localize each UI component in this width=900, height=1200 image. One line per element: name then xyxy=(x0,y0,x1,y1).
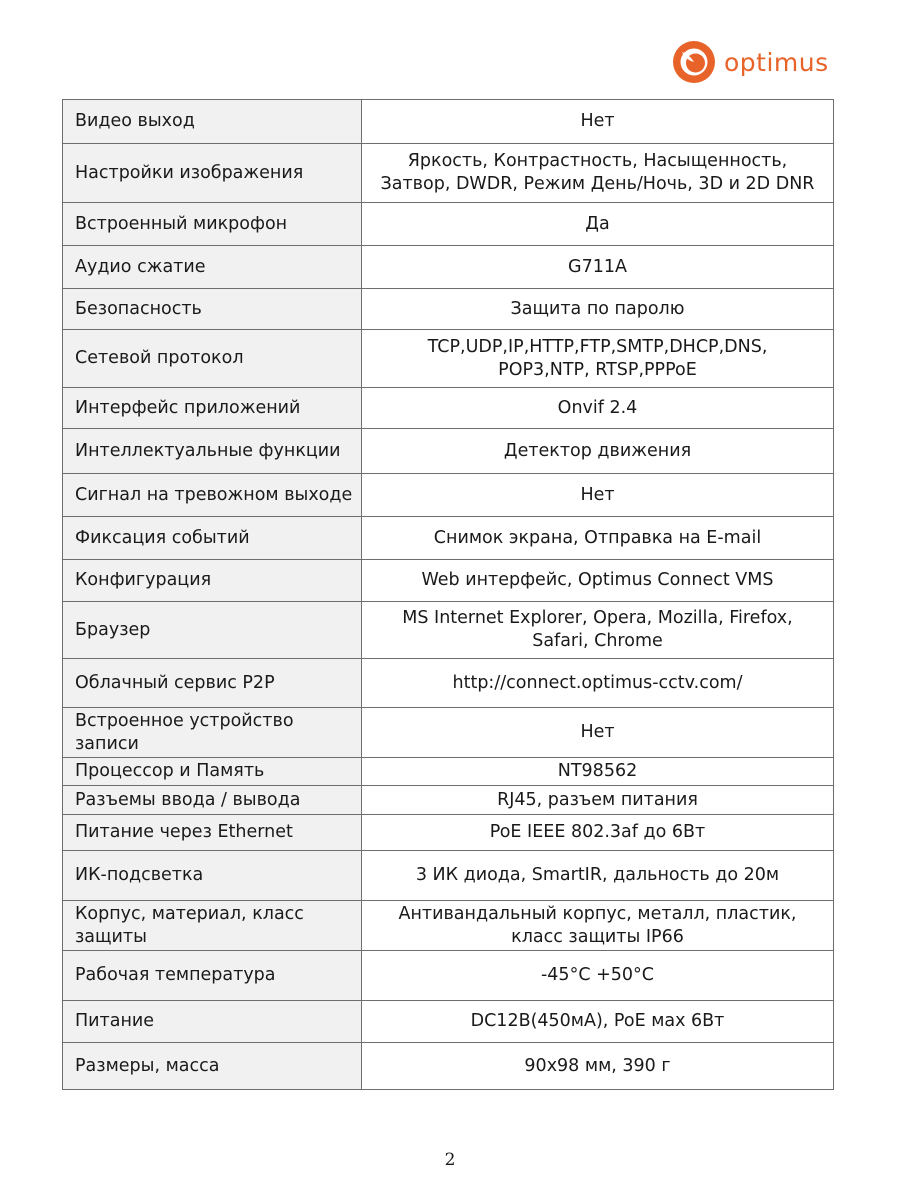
table-row xyxy=(63,560,834,602)
value-cell: 3 ИК диода, SmartIR, дальность до 20м xyxy=(362,851,834,901)
table-row xyxy=(63,851,834,901)
param-cell: Интерфейс приложений xyxy=(63,388,362,429)
value-line: MS Internet Explorer, Opera, Mozilla, Firefox, xyxy=(402,608,793,628)
value-cell: http://connect.optimus-cctv.com/ xyxy=(362,659,834,708)
value-cell: Web интерфейс, Optimus Connect VMS xyxy=(362,560,834,602)
value-cell: Нет xyxy=(362,100,834,144)
table-row xyxy=(63,951,834,1001)
value-cell: Нет xyxy=(362,708,834,758)
value-cell: Детектор движения xyxy=(362,429,834,474)
table-row xyxy=(63,659,834,708)
value-cell: RJ45, разъем питания xyxy=(362,786,834,815)
table-row xyxy=(63,815,834,851)
param-cell: Рабочая температура xyxy=(63,951,362,1001)
table-row xyxy=(63,786,834,815)
table-row xyxy=(63,246,834,289)
table-row xyxy=(63,429,834,474)
spec-table-body xyxy=(63,100,834,1090)
table-row xyxy=(63,100,834,144)
param-cell: Размеры, масса xyxy=(63,1043,362,1090)
value-cell xyxy=(362,144,834,203)
value-cell: PoE IEEE 802.3af до 6Вт xyxy=(362,815,834,851)
value-cell: 90x98 мм, 390 г xyxy=(362,1043,834,1090)
param-cell: Питание через Ethernet xyxy=(63,815,362,851)
table-row xyxy=(63,708,834,758)
optimus-logo-icon xyxy=(672,40,716,84)
table-row xyxy=(63,1043,834,1090)
table-row xyxy=(63,758,834,786)
page-number: 2 xyxy=(444,1150,456,1170)
param-cell: Интеллектуальные функции xyxy=(63,429,362,474)
param-cell: Конфигурация xyxy=(63,560,362,602)
brand-name: optimus xyxy=(724,47,829,77)
value-line: POP3,NTP, RTSP,PPPoE xyxy=(498,359,697,380)
param-cell: Безопасность xyxy=(63,289,362,330)
value-cell xyxy=(362,901,834,951)
value-line: Яркость, Контрастность, Насыщенность, xyxy=(407,151,788,171)
param-line: записи xyxy=(75,733,139,754)
param-cell: Разъемы ввода / вывода xyxy=(63,786,362,815)
spec-table xyxy=(62,99,834,1090)
param-cell: Сигнал на тревожном выходе xyxy=(63,474,362,517)
param-cell: Настройки изображения xyxy=(63,144,362,203)
value-cell: Защита по паролю xyxy=(362,289,834,330)
param-cell: Фиксация событий xyxy=(63,517,362,560)
param-line: Корпус, материал, класс xyxy=(75,903,304,924)
param-cell: Встроенный микрофон xyxy=(63,203,362,246)
param-cell: Процессор и Память xyxy=(63,758,362,786)
brand-logo xyxy=(672,40,829,84)
value-cell: Нет xyxy=(362,474,834,517)
table-row xyxy=(63,517,834,560)
value-cell: Onvif 2.4 xyxy=(362,388,834,429)
param-cell xyxy=(63,708,362,758)
param-cell: Сетевой протокол xyxy=(63,330,362,388)
value-cell: NT98562 xyxy=(362,758,834,786)
value-line: TCP,UDP,IP,HTTP,FTP,SMTP,DHCP,DNS, xyxy=(427,336,768,357)
value-line: Затвор, DWDR, Режим День/Ночь, 3D и 2D DNR xyxy=(380,174,815,194)
table-row xyxy=(63,901,834,951)
table-row xyxy=(63,1001,834,1043)
table-row xyxy=(63,602,834,659)
value-cell: Да xyxy=(362,203,834,246)
value-cell xyxy=(362,330,834,388)
param-cell: ИК-подсветка xyxy=(63,851,362,901)
value-line: класс защиты IP66 xyxy=(511,926,684,947)
param-cell xyxy=(63,901,362,951)
value-line: Антивандальный корпус, металл, пластик, xyxy=(398,903,797,924)
table-row xyxy=(63,289,834,330)
param-line: Встроенное устройство xyxy=(75,710,294,731)
value-cell: Снимок экрана, Отправка на E-mail xyxy=(362,517,834,560)
table-row xyxy=(63,330,834,388)
value-cell: G711A xyxy=(362,246,834,289)
table-row xyxy=(63,144,834,203)
param-cell: Питание xyxy=(63,1001,362,1043)
value-cell: -45°C +50°C xyxy=(362,951,834,1001)
table-row xyxy=(63,388,834,429)
param-cell: Видео выход xyxy=(63,100,362,144)
param-cell: Браузер xyxy=(63,602,362,659)
param-cell: Облачный сервис P2P xyxy=(63,659,362,708)
value-cell xyxy=(362,602,834,659)
param-cell: Аудио сжатие xyxy=(63,246,362,289)
table-row xyxy=(63,203,834,246)
value-line: Safari, Chrome xyxy=(532,631,663,651)
value-cell: DC12В(450мА), PoE мах 6Вт xyxy=(362,1001,834,1043)
table-row xyxy=(63,474,834,517)
param-line: защиты xyxy=(75,926,147,947)
